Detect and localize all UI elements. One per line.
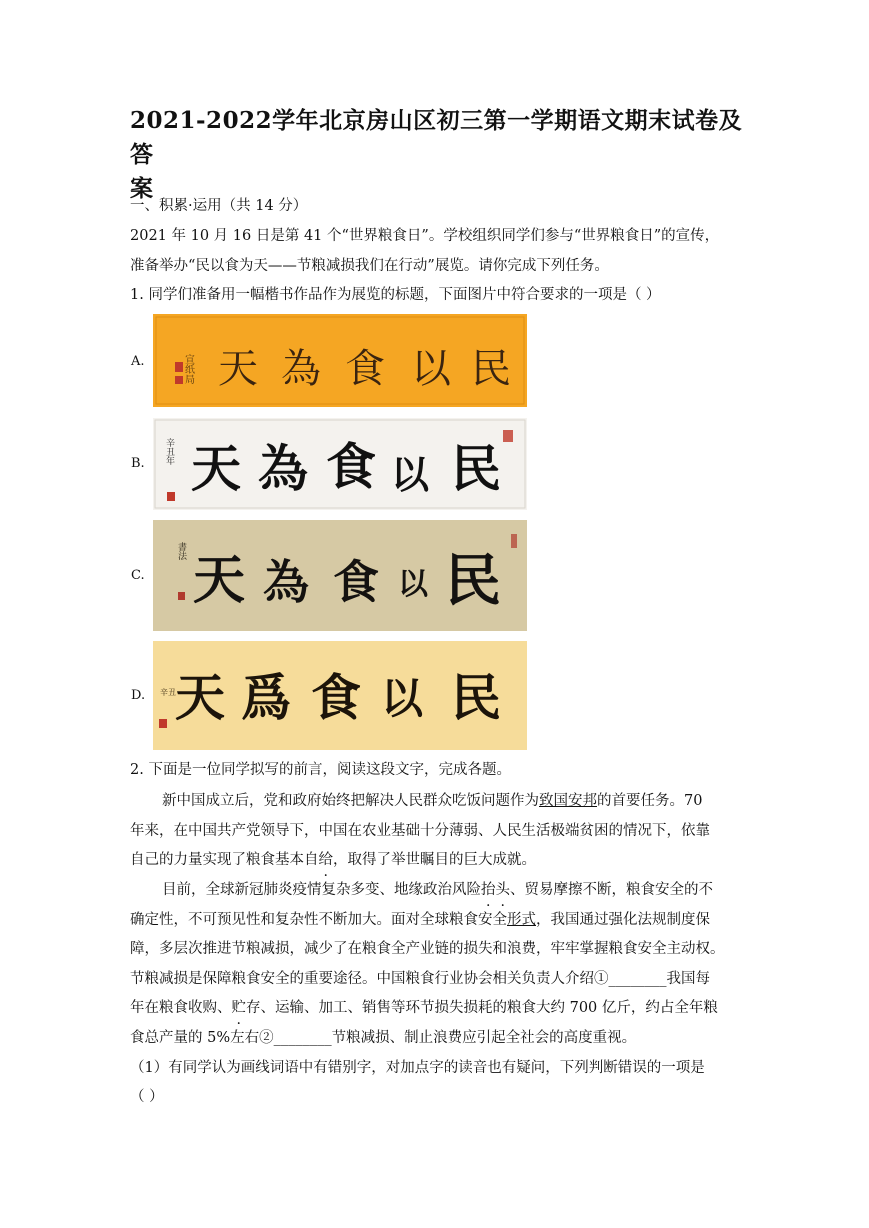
char-1: 天 [193,550,246,611]
option-b-calligraphy-image [153,418,527,510]
signature: 辛丑 [160,688,176,697]
para2-line4: 节粮减损是保障粮食安全的重要途径。中国粮食行业协会相关负责人介绍①________我国每 [130,971,710,987]
char-5: 民 [445,548,501,614]
option-d-label: D. [131,688,146,703]
char-4: 以 [398,567,428,602]
dotted-char: 给 [318,852,333,868]
question-2: 2. 下面是一位同学拟写的前言，阅读这段文字，完成各题。 [130,762,511,778]
dotted-char: 贮 [231,1000,246,1016]
underlined-word: 致国安邦 [539,793,597,809]
para2-line6: 食总产量的 5%左右②________节粮减损、制止浪费应引起全社会的高度重视。 [130,1030,637,1046]
char-5: 民 [451,439,501,498]
para2-line5: 年在粮食收购、贮存、运输、加工、销售等环节损失损耗的粮食大约 700 亿斤，约占全年粮 [130,1000,718,1016]
question-1: 1. 同学们准备用一幅楷书作品作为展览的标题，下面图片中符合要求的一项是（ ） [130,287,661,303]
intro-line-1: 2021 年 10 月 16 日是第 41 个“世界粮食日”。学校组织同学们参与“世界粮食日”的宣传， [130,228,720,244]
dotted-char: 头 [495,882,510,898]
char-5: 民 [471,346,511,392]
char-4: 以 [411,346,451,392]
intro-line-2: 准备举办“民以食为天——节粮减损我们在行动”展览。请你完成下列任务。 [130,258,609,274]
char-3: 食 [311,668,361,727]
option-c-label: C. [131,568,145,583]
signature: 宣纸局 [182,354,194,384]
char-1: 天 [191,439,241,498]
para2-line2: 确定性，不可预见性和复杂性不断加大。面对全球粮食安全形式，我国通过强化法规制度保 [130,912,710,928]
document-title [130,104,750,206]
para2-line1: 目前，全球新冠肺炎疫情复杂多变、地缘政治风险抬头、贸易摩擦不断，粮食安全的不 [162,882,713,898]
para2-line3: 障，多层次推进节粮减损，减少了在粮食全产业链的损失和浪费，牢牢掌握粮食安全主动权。 [130,941,725,957]
signature: 書法 [176,542,186,560]
title-line-1: 2021-2022学年北京房山区初三第一学期语文期末试卷及答 [130,107,743,168]
subquestion-1-line2: （ ） [130,1089,164,1105]
para1-line2: 年来，在中国共产党领导下，中国在农业基础十分薄弱、人民生活极端贫困的情况下，依靠 [130,823,710,839]
char-2: 為 [258,439,308,498]
title-line-2: 案 [130,175,154,202]
char-4: 以 [391,452,430,497]
dotted-char: 抬 [481,882,496,898]
subquestion-1-line1: （1）有同学认为画线词语中有错别字，对加点字的读音也有疑问，下列判断错误的一项是 [130,1060,705,1076]
char-2: 為 [281,346,321,392]
para1-line3: 自己的力量实现了粮食基本自给，取得了举世瞩目的巨大成就。 [130,852,536,868]
signature: 辛丑年 [164,438,174,465]
char-5: 民 [451,668,501,727]
char-2: 爲 [241,668,291,727]
underlined-word: 形式 [507,912,536,928]
char-4: 以 [381,674,424,723]
option-a-label: A. [131,354,145,369]
char-1: 天 [175,668,225,727]
char-2: 為 [263,555,309,609]
option-d-calligraphy-image [153,641,527,750]
char-1: 天 [218,346,258,392]
option-a-calligraphy-image [153,314,527,407]
option-c-calligraphy-image [153,520,527,631]
char-3: 食 [333,555,379,609]
section-heading: 一、积累·运用（共 14 分） [130,198,308,214]
char-3: 食 [345,346,385,392]
para1-line1: 新中国成立后，党和政府始终把解决人民群众吃饭问题作为致国安邦的首要任务。70 [162,793,703,809]
char-3: 食 [326,437,376,496]
option-b-label: B. [131,456,145,471]
